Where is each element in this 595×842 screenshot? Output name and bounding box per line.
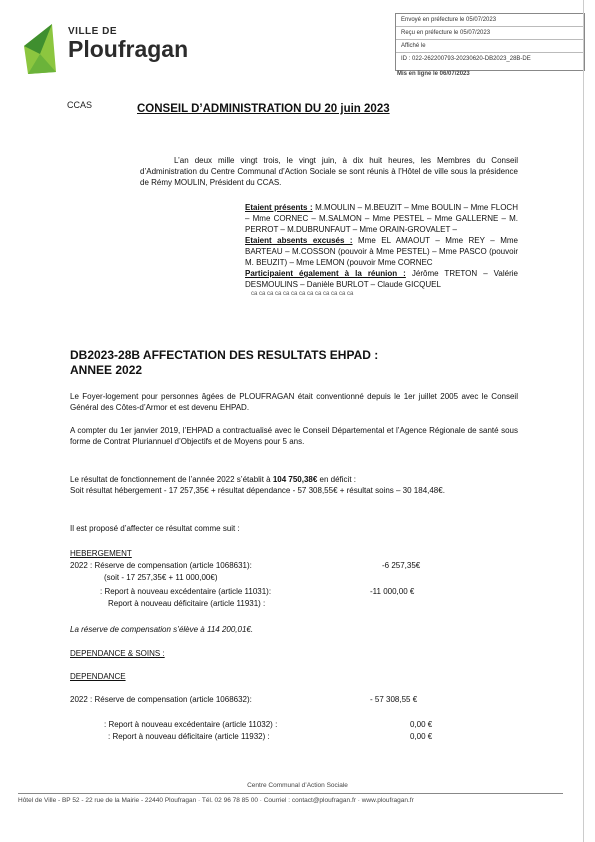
result-text-end: en déficit : bbox=[317, 475, 356, 484]
result-amount: 104 750,38€ bbox=[272, 475, 318, 484]
hebergement-row: (soit - 17 257,35€ + 11 000,00€) bbox=[104, 573, 218, 582]
intro-paragraph: L’an deux mille vingt trois, le vingt juin, à dix huit heures, les Membres du Conseil d’Administration du Centre Communal d’Action Sociale se sont réunis à l’Hôtel de ville sous la présidence de Rémy MOULIN, Président du CCAS. bbox=[140, 156, 518, 187]
logo-city-name: Ploufragan bbox=[68, 36, 189, 62]
dependance-value: 0,00 € bbox=[410, 732, 433, 741]
dependance-value: - 57 308,55 € bbox=[370, 695, 418, 704]
logo-ville-de: VILLE DE bbox=[68, 26, 118, 37]
stamp-line: Envoyé en préfecture le 05/07/2023 bbox=[396, 14, 584, 27]
presents-text: M.MOULIN – M.BEUZIT – Mme BOULIN – Mme FLOCH – Mme CORNEC – M.SALMON – Mme PESTEL – Mme GALLERNE – M. PERROT – M.DUBRUNFAUT – Mme ORAIN-GROVALET – bbox=[245, 203, 518, 234]
footer-address: Hôtel de Ville - BP 52 - 22 rue de la Mairie - 22440 Ploufragan · Tél. 02 96 78 85 00 · Courriel : contact@ploufragan.fr · www.ploufragan.fr bbox=[18, 797, 414, 804]
presents-paragraph bbox=[245, 202, 518, 235]
participants-text: Jérôme TRETON – Valérie DESMOULINS – Danièle BURLOT – Claude GICQUEL bbox=[245, 269, 518, 289]
deliberation-p3 bbox=[70, 474, 518, 496]
dependance-row: 2022 : Réserve de compensation (article 1068632): bbox=[70, 695, 252, 704]
result-breakdown: Soit résultat hébergement - 17 257,35€ + résultat dépendance - 57 308,55€ + résultat soins – 30 184,48€. bbox=[70, 486, 445, 495]
participants-label: Participaient également à la réunion : bbox=[245, 269, 406, 278]
prefecture-stamp bbox=[395, 13, 585, 71]
hebergement-heading: HEBERGEMENT bbox=[70, 549, 132, 558]
deliberation-title-line2: ANNEE 2022 bbox=[70, 363, 143, 377]
absents-text: Mme EL AMAOUT – Mme REY – Mme BARTEAU – M.COSSON (pouvoir à Mme PESTEL) – Mme PASCO (pouvoir M. BEUZIT) – Mme LEMON (pouvoir Mme CORNEC bbox=[245, 236, 518, 267]
footer-divider bbox=[18, 793, 563, 794]
hebergement-row: 2022 : Réserve de compensation (article 1068631): bbox=[70, 561, 252, 570]
hebergement-note: La réserve de compensation s’élève à 114 200,01€. bbox=[70, 625, 254, 634]
footer-organisation: Centre Communal d’Action Sociale bbox=[247, 782, 348, 789]
separator: ca ca ca ca ca ca ca ca ca ca ca ca ca bbox=[251, 291, 354, 297]
deliberation-p2: A compter du 1er janvier 2019, l’EHPAD a contractualisé avec le Conseil Départemental et l’Agence Régionale de santé sous forme de Contrat Pluriannuel d’Objectifs et de Moyens pour 5 ans. bbox=[70, 426, 518, 446]
hebergement-value: -6 257,35€ bbox=[382, 561, 421, 570]
absents-label: Etaient absents excusés : bbox=[245, 236, 353, 245]
participants-paragraph bbox=[245, 268, 518, 290]
page-title: CONSEIL D’ADMINISTRATION DU 20 juin 2023 bbox=[137, 103, 390, 115]
logo-text bbox=[68, 26, 188, 61]
absents-paragraph bbox=[245, 235, 518, 268]
deliberation-p1: Le Foyer-logement pour personnes âgées de PLOUFRAGAN était conventionné depuis le 1er juillet 2005 avec le Conseil Général des Côtes-d’Armor et est devenu EHPAD. bbox=[70, 392, 518, 412]
deliberation-title bbox=[70, 348, 378, 378]
online-date: Mis en ligne le 06/07/2023 bbox=[397, 71, 470, 77]
dependance-row: : Report à nouveau excédentaire (article 11032) : bbox=[104, 720, 278, 729]
deliberation-p4: Il est proposé d’affecter ce résultat comme suit : bbox=[70, 524, 240, 533]
ploufragan-logo-icon bbox=[22, 24, 58, 74]
hebergement-row: Report à nouveau déficitaire (article 11931) : bbox=[108, 599, 266, 608]
presents-label: Etaient présents : bbox=[245, 203, 313, 212]
stamp-line: Affiché le bbox=[396, 40, 584, 53]
page-edge-divider bbox=[583, 0, 584, 842]
dependance-row: : Report à nouveau déficitaire (article 11932) : bbox=[108, 732, 270, 741]
dependance-value: 0,00 € bbox=[410, 720, 433, 729]
stamp-line: Reçu en préfecture le 05/07/2023 bbox=[396, 27, 584, 40]
hebergement-row: : Report à nouveau excédentaire (article 11031): bbox=[100, 587, 272, 596]
stamp-line: ID : 022-262200793-20230620-DB2023_28B-DE bbox=[401, 56, 531, 62]
attendees-block bbox=[245, 202, 518, 299]
hebergement-value: -11 000,00 € bbox=[370, 587, 415, 596]
ccas-label: CCAS bbox=[67, 100, 93, 110]
dependance-soins-heading: DEPENDANCE & SOINS : bbox=[70, 649, 165, 658]
dependance-heading: DEPENDANCE bbox=[70, 672, 126, 681]
result-text-start: Le résultat de fonctionnement de l’année 2022 s’établit à bbox=[70, 475, 273, 484]
deliberation-title-line1: DB2023-28B AFFECTATION DES RESULTATS EHPAD : bbox=[70, 348, 379, 362]
